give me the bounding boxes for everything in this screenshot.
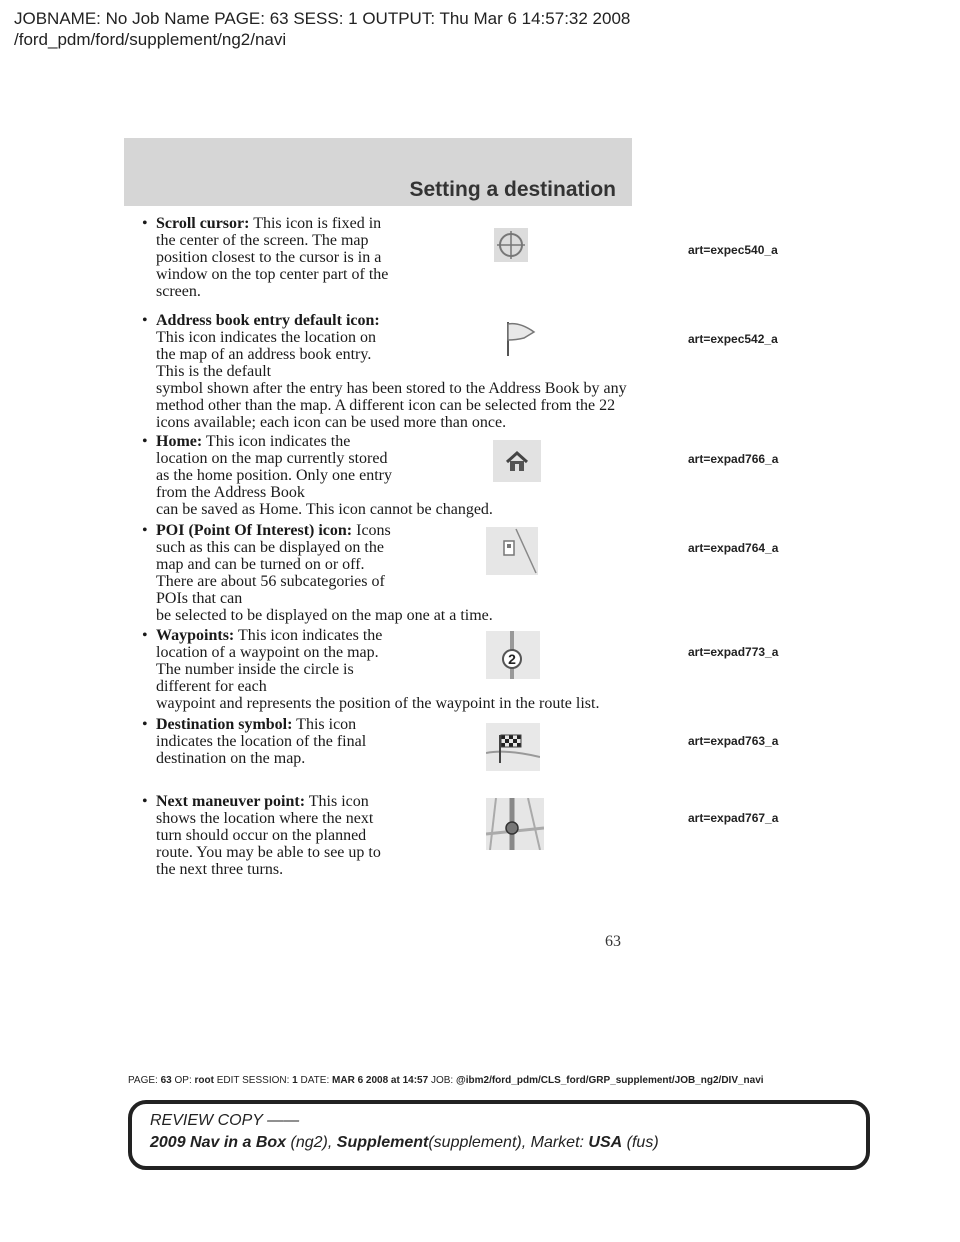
entry-text-wide: be selected to be displayed on the map one at a time. — [156, 607, 493, 624]
entry-waypoints — [142, 627, 642, 712]
job-header-line2: /ford_pdm/ford/supplement/ng2/navi — [14, 30, 287, 49]
job-header-line1: JOBNAME: No Job Name PAGE: 63 SESS: 1 OUTPUT: Thu Mar 6 14:57:32 2008 — [14, 9, 631, 28]
entry-term: Home: — [156, 433, 203, 450]
bullet: • — [142, 716, 148, 733]
art-label: art=expad764_a — [688, 541, 779, 555]
waypoint-number: 2 — [508, 651, 516, 667]
entry-text: This icon is fixed in the center of the screen. The map position closest to the cursor is in a window on the top center part of the screen. — [156, 215, 389, 300]
entry-text-wide: symbol shown after the entry has been stored to the Address Book by any method other than the map. A different icon can be selected from the 22 icons available; each icon can be used more than once. — [156, 380, 627, 431]
entry-text: This icon shows the location where the next turn should occur on the planned route. You may be able to see up to the next three turns. — [156, 793, 381, 878]
entry-term: POI (Point Of Interest) icon: — [156, 522, 353, 539]
bullet: • — [142, 312, 148, 329]
section-title: Setting a destination — [409, 178, 616, 201]
bullet: • — [142, 793, 148, 810]
entry-term: Waypoints: — [156, 627, 235, 644]
art-label: art=expad766_a — [688, 452, 779, 466]
art-label: art=expec542_a — [688, 332, 778, 346]
entry-home — [142, 433, 642, 518]
flag-icon — [500, 318, 540, 363]
entry-text: This icon indicates the location of the final destination on the map. — [156, 716, 367, 767]
entry-next-maneuver — [142, 793, 642, 878]
poi-icon — [486, 527, 538, 580]
home-icon — [493, 440, 541, 487]
bullet: • — [142, 627, 148, 644]
print-footer: PAGE: 63 OP: root EDIT SESSION: 1 DATE: MAR 6 2008 at 14:57 JOB: @ibm2/ford_pdm/CLS_ford/GRP_supplement/JOB_ng2/DIV_navi — [128, 1075, 764, 1086]
page-number: 63 — [605, 933, 621, 950]
entry-text-wide: can be saved as Home. This icon cannot be changed. — [156, 501, 493, 518]
bullet: • — [142, 215, 148, 232]
art-label: art=expad767_a — [688, 811, 779, 825]
entry-destination — [142, 716, 642, 767]
checkered-flag-icon — [486, 723, 540, 776]
entry-text: This icon indicates the location of a waypoint on the map. The number inside the circle is different for each — [156, 627, 383, 695]
entry-term: Address book entry default icon: — [156, 312, 380, 329]
art-label: art=expad763_a — [688, 734, 779, 748]
maneuver-point-icon — [486, 798, 544, 855]
entry-text: Icons such as this can be displayed on the map and can be turned on or off. There are about 56 subcategories of POIs that can — [156, 522, 391, 607]
review-copy-label: REVIEW COPY —— — [150, 1112, 300, 1129]
entry-address-book — [142, 312, 642, 431]
crosshair-icon — [494, 228, 528, 267]
entry-text: This icon indicates the location on the map currently stored as the home position. Only one entry from the Address Book — [156, 433, 392, 501]
review-copy-title: 2009 Nav in a Box (ng2), Supplement(supplement), Market: USA (fus) — [150, 1134, 659, 1151]
job-header — [14, 8, 630, 50]
entry-text-wide: waypoint and represents the position of the waypoint in the route list. — [156, 695, 600, 712]
bullet: • — [142, 522, 148, 539]
entry-term: Destination symbol: — [156, 716, 293, 733]
art-label: art=expad773_a — [688, 645, 779, 659]
entry-poi — [142, 522, 642, 624]
art-label: art=expec540_a — [688, 243, 778, 257]
entry-term: Scroll cursor: — [156, 215, 250, 232]
review-copy-box — [128, 1100, 870, 1170]
entry-scroll-cursor — [142, 215, 642, 300]
bullet: • — [142, 433, 148, 450]
section-header-band — [124, 138, 632, 206]
entry-term: Next maneuver point: — [156, 793, 306, 810]
entry-text: This icon indicates the location on the map of an address book entry. This is the default — [156, 329, 376, 380]
